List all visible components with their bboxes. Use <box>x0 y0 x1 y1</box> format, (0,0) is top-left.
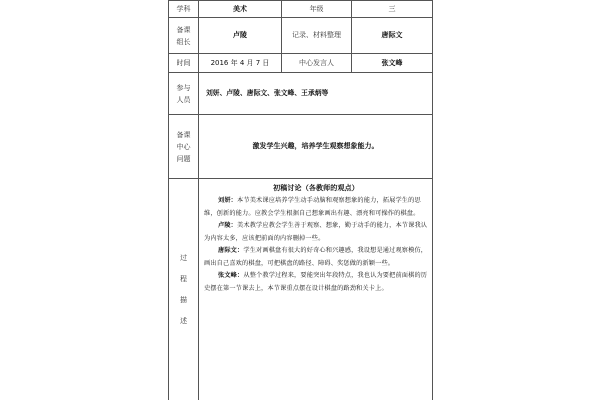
remark-paragraph <box>204 220 428 245</box>
participants-value: 刘妍、卢陵、唐际文、张文峰、王承炳等 <box>199 73 433 115</box>
remark-speaker: 刘妍： <box>218 197 238 204</box>
group-row <box>169 18 433 54</box>
group-leader-label <box>169 18 199 54</box>
subject-label: 学科 <box>169 1 199 18</box>
subject-value: 美术 <box>199 1 282 18</box>
date-value: 2016 年 4 月 7 日 <box>199 54 282 73</box>
remark-text: 从整个教学过程来，要能突出年段特点，我也认为要把前面棋的历史摆在第一节课去上，本节课重点摆在设计棋盘的路劲和关卡上。 <box>204 272 428 292</box>
process-row <box>169 179 433 400</box>
subject-row <box>169 1 433 18</box>
central-speaker-label: 中心发言人 <box>282 54 352 73</box>
participants-label <box>169 73 199 115</box>
central-issue-label-line3: 问题 <box>176 154 191 163</box>
remark-text: 美术教学应教会学生善于观察、想象，勤于动手的能力，本节课我认为内容太多，应该把前面的内容删掉一些。 <box>204 222 428 242</box>
time-row <box>169 54 433 73</box>
remark-speaker: 张文峰： <box>218 272 244 279</box>
remark-paragraph <box>204 270 428 295</box>
central-issue-label <box>169 115 199 179</box>
process-content <box>199 179 433 400</box>
remark-speaker: 卢陵： <box>218 222 238 229</box>
process-label-char1: 过 <box>180 253 187 262</box>
time-label: 时间 <box>169 54 199 73</box>
participants-row <box>169 73 433 115</box>
central-issue-label-line1: 备课 <box>176 130 191 139</box>
record-table <box>168 0 433 400</box>
grade-value: 三 <box>352 1 433 18</box>
group-leader-label-line1: 备课 <box>176 25 191 34</box>
central-issue-row <box>169 115 433 179</box>
remark-text: 学生对画棋盘有很大的好奇心和兴趣感，我设想是通过观察模仿，画出自己喜欢的棋盘，可把棋盘的路径、障碍、奖惩做的新颖一些。 <box>204 247 428 267</box>
record-label: 记录、材料整理 <box>282 18 352 54</box>
remark-speaker: 唐际文： <box>218 247 244 254</box>
process-label <box>169 179 199 400</box>
group-leader-value: 卢陵 <box>199 18 282 54</box>
participants-label-line2: 人员 <box>176 95 191 104</box>
participants-label-line1: 参与 <box>176 83 191 92</box>
process-label-char2: 程 <box>180 274 187 283</box>
recorder-value: 唐际文 <box>352 18 433 54</box>
grade-label: 年级 <box>282 1 352 18</box>
lesson-prep-record-form <box>168 0 432 400</box>
central-issue-label-line2: 中心 <box>176 142 191 151</box>
process-label-char3: 描 <box>180 295 187 304</box>
central-issue-value: 激发学生兴趣，培养学生观察想象能力。 <box>199 115 433 179</box>
remark-text: 本节美术课应培养学生动手动脑和观察想象的能力，拓展学生的思维，创新的能力。应教会学生根据自己想象画出有趣、漂亮和可操作的棋盘。 <box>204 197 421 217</box>
central-speaker-value: 张文峰 <box>352 54 433 73</box>
process-label-char4: 述 <box>180 316 187 325</box>
remark-paragraph <box>204 195 428 220</box>
process-heading: 初稿讨论（各教师的观点） <box>273 184 359 192</box>
group-leader-label-line2: 组长 <box>176 37 191 46</box>
remark-paragraph <box>204 245 428 270</box>
